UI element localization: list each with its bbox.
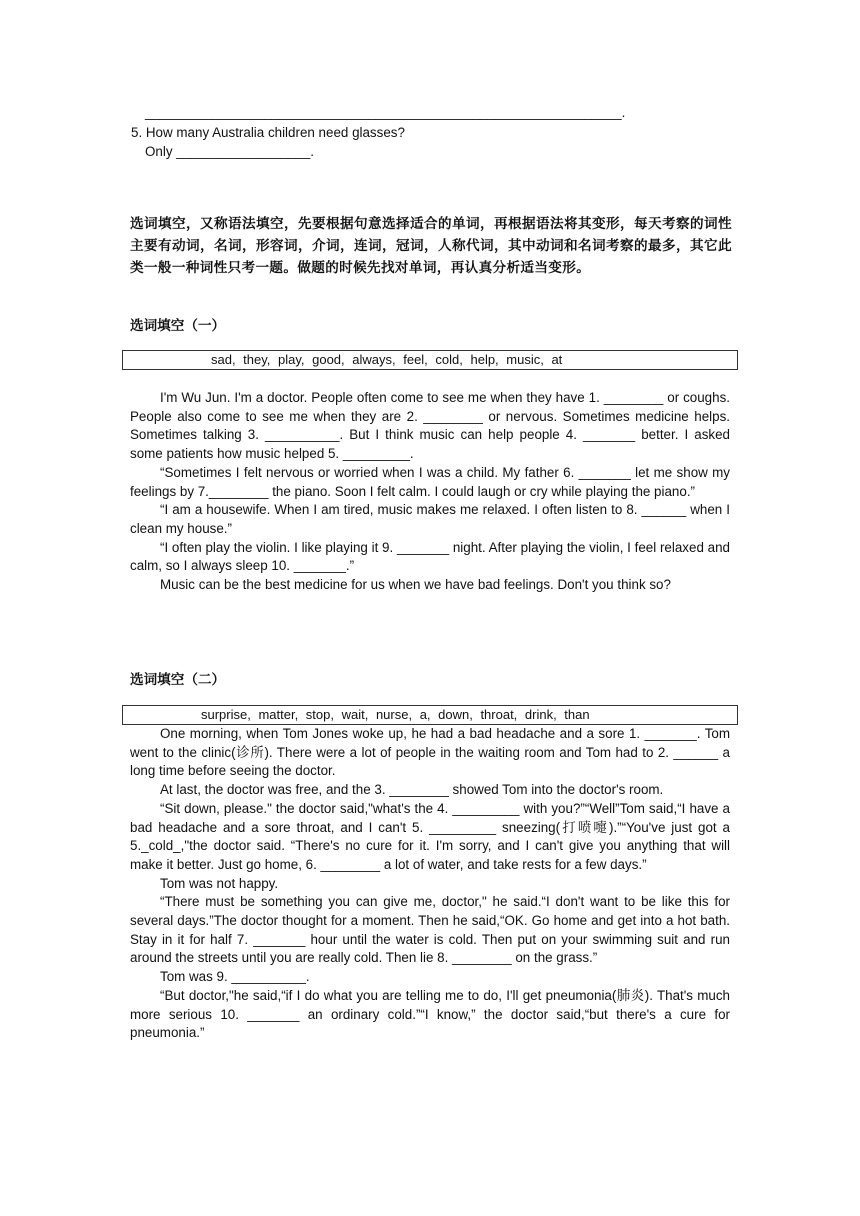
passage-1-paragraph: Music can be the best medicine for us when we have bad feelings. Don't you think so? xyxy=(160,577,671,593)
answer-line-q5: Only __________________. xyxy=(145,144,315,159)
passage-2-paragraph: Tom was 9. __________. xyxy=(160,969,310,985)
passage-2-paragraph: “Sit down, please." the doctor said,"what's the 4. _________ with you?”“Well”Tom said,“I have a bad headache and a sore throat, and I can't 5. _________ sneezing(打喷嚏).”“You've just got a 5._cold_,"the doctor said. “There's no cure for it. I'm sorry, and I can't give you anything that will make it better. Just go home, 6. ________ a lot of water, and take rests for a few days.” xyxy=(130,800,730,872)
intro-paragraph: 选词填空，又称语法填空，先要根据句意选择适合的单词，再根据语法将其变形，每天考察的词性主要有动词，名词，形容词，介词，连词，冠词，人称代词，其中动词和名词考察的最多，其它此类一般一种词性只考一题。做题的时候先找对单词，再认真分析适当变形。 xyxy=(130,216,732,276)
passage-2-paragraph: At last, the doctor was free, and the 3. ________ showed Tom into the doctor's room. xyxy=(160,782,664,798)
passage-1-paragraph: “I often play the violin. I like playing it 9. _______ night. After playing the violin, I feel relaxed and calm, so I always sleep 10. _______.” xyxy=(130,539,730,574)
section-1-title: 选词填空（一） xyxy=(130,318,226,334)
passage-2-paragraph: “But doctor,"he said,“if I do what you are telling me to do, I'll get pneumonia(肺炎). That's much more serious 10. _______ an ordinary cold.”“I know,” the doctor said,“but there's a cure for pneumonia.” xyxy=(130,987,730,1041)
word-bank-2: surprise, matter, stop, wait, nurse, a, down, throat, drink, than xyxy=(201,707,590,722)
word-bank-1: sad, they, play, good, always, feel, cold, help, music, at xyxy=(211,352,563,367)
passage-1 xyxy=(130,389,730,595)
passage-1-paragraph: I'm Wu Jun. I'm a doctor. People often come to see me when they have 1. ________ or coughs. People also come to see me when they are 2. ________ or nervous. Sometimes medicine helps. Sometimes talking 3. __________. But I think music can help people 4. _______ better. I asked some patients how music helped 5. _________. xyxy=(130,390,730,462)
passage-2-paragraph: One morning, when Tom Jones woke up, he had a bad headache and a sore 1. _______. Tom went to the clinic(诊所). There were a lot of people in the waiting room and Tom had to 2. ______ a long time before seeing the doctor. xyxy=(130,726,730,779)
question-5: 5. How many Australia children need glasses? xyxy=(131,125,405,140)
answer-line-q4: ________________________________________________________________. xyxy=(145,105,626,120)
passage-2-paragraph: Tom was not happy. xyxy=(160,875,279,891)
section-2-title: 选词填空（二） xyxy=(130,672,226,688)
passage-2 xyxy=(130,725,730,1043)
passage-2-paragraph: “There must be something you can give me, doctor," he said.“I don't want to be like this for several days.”The doctor thought for a moment. Then he said,“OK. Go home and get into a hot bath. Stay in it for half 7. _______ hour until the water is cold. Then put on your swimming suit and run around the streets until you are really cold. Then lie 8. ________ on the grass.” xyxy=(130,894,730,966)
passage-1-paragraph: “Sometimes I felt nervous or worried when I was a child. My father 6. _______ let me show my feelings by 7.________ the piano. Soon I felt calm. I could laugh or cry while playing the piano.” xyxy=(130,464,730,499)
passage-1-paragraph: “I am a housewife. When I am tired, music makes me relaxed. I often listen to 8. ______ when I clean my house.” xyxy=(130,502,730,536)
